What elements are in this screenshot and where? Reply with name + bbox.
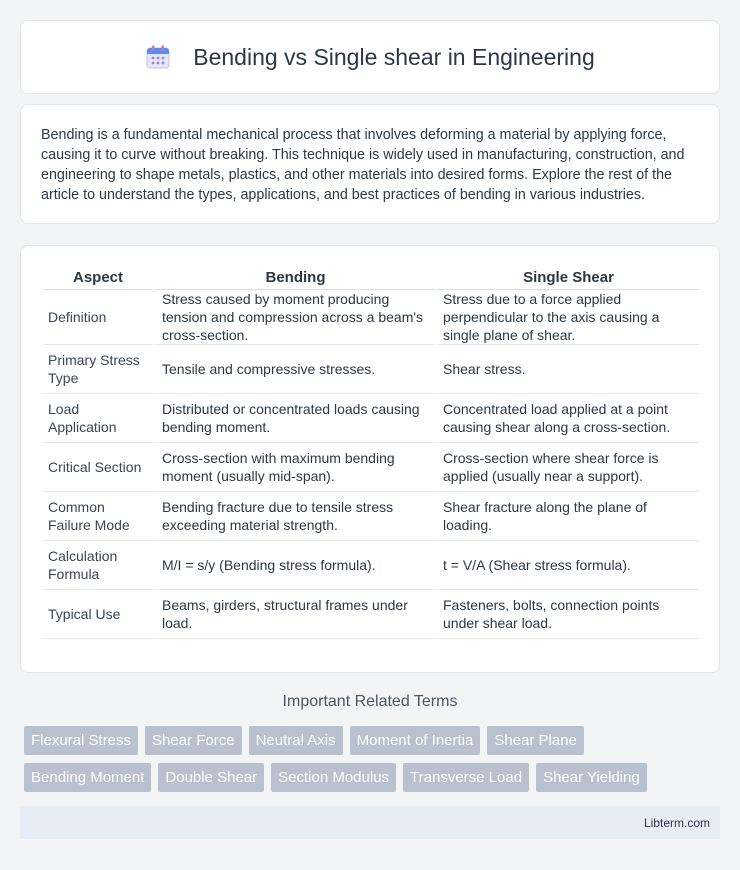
tag-moment-of-inertia[interactable]: Moment of Inertia <box>350 726 481 755</box>
single-shear-cell: Shear stress. <box>434 345 699 394</box>
tag-shear-force[interactable]: Shear Force <box>145 726 242 755</box>
tag-row <box>24 726 724 755</box>
page-title: Bending vs Single shear in Engineering <box>193 43 595 70</box>
tag-flexural-stress[interactable]: Flexural Stress <box>24 726 138 755</box>
aspect-cell: Typical Use <box>43 590 153 639</box>
single-shear-cell: Concentrated load applied at a point causing shear along a cross-section. <box>434 394 699 443</box>
single-shear-cell: Cross-section where shear force is applied (usually near a support). <box>434 443 699 492</box>
header-card <box>20 20 720 94</box>
bending-cell: Stress caused by moment producing tension and compression across a beam's cross-section. <box>153 290 434 345</box>
table-row <box>43 345 699 394</box>
intro-card <box>20 104 720 224</box>
table-row <box>43 290 699 345</box>
related-terms-title: Important Related Terms <box>282 693 458 710</box>
calendar-icon <box>145 44 171 70</box>
single-shear-cell: Shear fracture along the plane of loading. <box>434 492 699 541</box>
tag-section-modulus[interactable]: Section Modulus <box>271 763 396 792</box>
tag-double-shear[interactable]: Double Shear <box>158 763 264 792</box>
tag-row <box>24 763 724 792</box>
tag-shear-plane[interactable]: Shear Plane <box>487 726 584 755</box>
aspect-cell: Calculation Formula <box>43 541 153 590</box>
aspect-cell: Primary Stress Type <box>43 345 153 394</box>
related-terms-tags <box>24 726 724 800</box>
table-header-row <box>43 266 699 290</box>
bending-cell: Cross-section with maximum bending moment (usually mid-span). <box>153 443 434 492</box>
aspect-cell: Load Application <box>43 394 153 443</box>
table-row <box>43 590 699 639</box>
bending-cell: Distributed or concentrated loads causing bending moment. <box>153 394 434 443</box>
bending-cell: Tensile and compressive stresses. <box>153 345 434 394</box>
table-row <box>43 541 699 590</box>
tag-shear-yielding[interactable]: Shear Yielding <box>536 763 647 792</box>
tag-transverse-load[interactable]: Transverse Load <box>403 763 529 792</box>
footer-site-link[interactable]: Libterm.com <box>643 815 710 830</box>
table-row <box>43 443 699 492</box>
bending-cell: Bending fracture due to tensile stress exceeding material strength. <box>153 492 434 541</box>
table-row <box>43 394 699 443</box>
single-shear-cell: Stress due to a force applied perpendicular to the axis causing a single plane of shear. <box>434 290 699 345</box>
tag-bending-moment[interactable]: Bending Moment <box>24 763 151 792</box>
aspect-cell: Definition <box>43 290 153 345</box>
single-shear-cell: Fasteners, bolts, connection points under shear load. <box>434 590 699 639</box>
single-shear-cell: t = V/A (Shear stress formula). <box>434 541 699 590</box>
header-single-shear: Single Shear <box>434 266 699 290</box>
table-row <box>43 492 699 541</box>
intro-paragraph: Bending is a fundamental mechanical process that involves deforming a material by applying force, causing it to curve without breaking. This technique is widely used in manufacturing, construction, and engineering to shape metals, plastics, and other materials into desired forms. Explore the rest of the article to understand the types, applications, and best practices of bending in various industries. <box>41 127 685 203</box>
tag-neutral-axis[interactable]: Neutral Axis <box>249 726 343 755</box>
aspect-cell: Common Failure Mode <box>43 492 153 541</box>
bending-cell: Beams, girders, structural frames under load. <box>153 590 434 639</box>
comparison-table <box>43 266 699 639</box>
bending-cell: M/I = s/y (Bending stress formula). <box>153 541 434 590</box>
footer <box>20 806 720 839</box>
comparison-table-card <box>20 245 720 673</box>
aspect-cell: Critical Section <box>43 443 153 492</box>
header-bending: Bending <box>153 266 434 290</box>
header-aspect: Aspect <box>43 266 153 290</box>
